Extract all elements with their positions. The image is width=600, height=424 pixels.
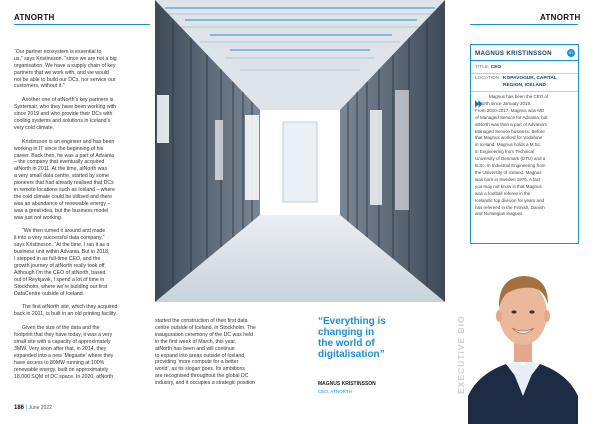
paragraph-1: “Our partner ecosystem is essential to us,” says Kristinsson. “since we are not a big organisation. We have a supply chain of key partners that we work with, and we would not be able to build our DCs, nor service our customers, without it.” xyxy=(14,48,117,90)
linkedin-icon[interactable]: in xyxy=(567,49,575,57)
header-rule-right xyxy=(470,24,578,25)
pull-quote: “Everything is changing in the world of digitalisation” xyxy=(318,316,386,360)
bio-divider xyxy=(471,60,578,61)
header-rule-left xyxy=(14,24,150,25)
paragraph-3: Kristinsson is an engineer and has been working in IT since the beginning of his career. Back then, he was a part of Advania – the company that eventually acquired atNorth in 2011. At the time, atNorth was a very small data centre, started by some pioneers that had already realised that DCs in remote locations such as Iceland – where the cold climate could be utilised and there was an abundance of renewable energy – was a great idea, but the business model was just not working. xyxy=(14,138,115,221)
issue-date: June 2022 xyxy=(27,405,52,411)
bio-title-row xyxy=(475,65,501,70)
paragraph-2: Another one of atNorth’s key partners is Systemair, who they have been working with since 2019 and who provide their DCs with cooling systems and solutions in Iceland’s very cold climate. xyxy=(14,97,117,131)
portrait-illustration xyxy=(468,246,578,424)
bio-title-value: CEO xyxy=(490,65,502,70)
data-centre-illustration xyxy=(155,0,445,302)
page-number: 186 xyxy=(14,405,25,411)
bio-location-value: KOPAVOGUR, CAPITAL REGION, ICELAND xyxy=(503,76,557,88)
executive-bio-label: EXECUTIVE BIO xyxy=(456,315,466,394)
bio-location-label: LOCATION: xyxy=(475,76,501,81)
bio-name: MAGNUS KRISTINSSON xyxy=(475,50,552,57)
quote-attribution-name: MAGNUS KRISTINSSON xyxy=(318,381,376,387)
paragraph-4: “We then turned it around and made it into a very successful data company,” says Kristinsson. “At the time, I ran it as a business unit within Advania. But in 2018, I stepped in as full-time CEO, and the growth journey of atNorth really took off. Although I’m the CEO of atNorth, based out of Reykjavik, I spend a lot of time in Stockholm, where we’re building our first DataCentre outside of Iceland. xyxy=(14,228,110,297)
bio-title-label: TITLE: xyxy=(475,65,490,70)
page-footer: 186 | June 2022 xyxy=(14,405,52,411)
header-brand-left: ATNORTH xyxy=(14,13,55,22)
bio-description: Magnus has been the CEO of atNorth since January 2018. From 2010-2017, Magnus was MD of Managed Service for Advania, but atNorth was then a part of Advania's Managed Service business. Before that Magnus worked for Vodafone in Iceland. Magnus holds a M.Sc. in Engineering from Technical University of Denmark (DTU) and a B.Sc. in Industrial Engineering from the University of Iceland. Magnus was born in Sweden 1976. A fact you may not know is that Magnus was a football referee in the Icelandic top division for years and has refereed in the Finnish, Danish and Norwegian leagues. xyxy=(475,94,549,217)
paragraph-6: Given the size of the data and the footprint that they have today, it was a very small site with a capacity of approximately 3MW. Very soon after that, in 2014, they expanded into a new ‘Megasite’ where they have access to 80MW running at 100% renewable energy, built on approximately 18,000 SQM of DC space. In 2020, atNorth xyxy=(14,325,114,380)
header-brand-right: ATNORTH xyxy=(540,13,581,22)
article-column-1 xyxy=(14,42,150,387)
bio-row-divider xyxy=(471,73,578,74)
data-centre-photo xyxy=(155,0,445,302)
bio-row-divider-2 xyxy=(471,91,578,92)
quote-attribution-title: CEO, ATNORTH xyxy=(318,389,353,394)
bio-card xyxy=(470,44,579,244)
article-column-2: started the construction of their first data centre outside of Iceland, in Stockholm. The inauguration ceremony of the DC was held in the first week of March, this year. atNorth has been and will continue to expand into areas outside of Iceland, providing ‘more compute for a better world’, as its slogan goes. Its ambitions are recognised throughout the global DC industry, and it occupies a strategic position xyxy=(155,318,256,387)
ceo-portrait xyxy=(468,246,578,424)
paragraph-5: The first atNorth site, which they acquired back in 2011, is built in an old printing facility. xyxy=(14,304,118,318)
